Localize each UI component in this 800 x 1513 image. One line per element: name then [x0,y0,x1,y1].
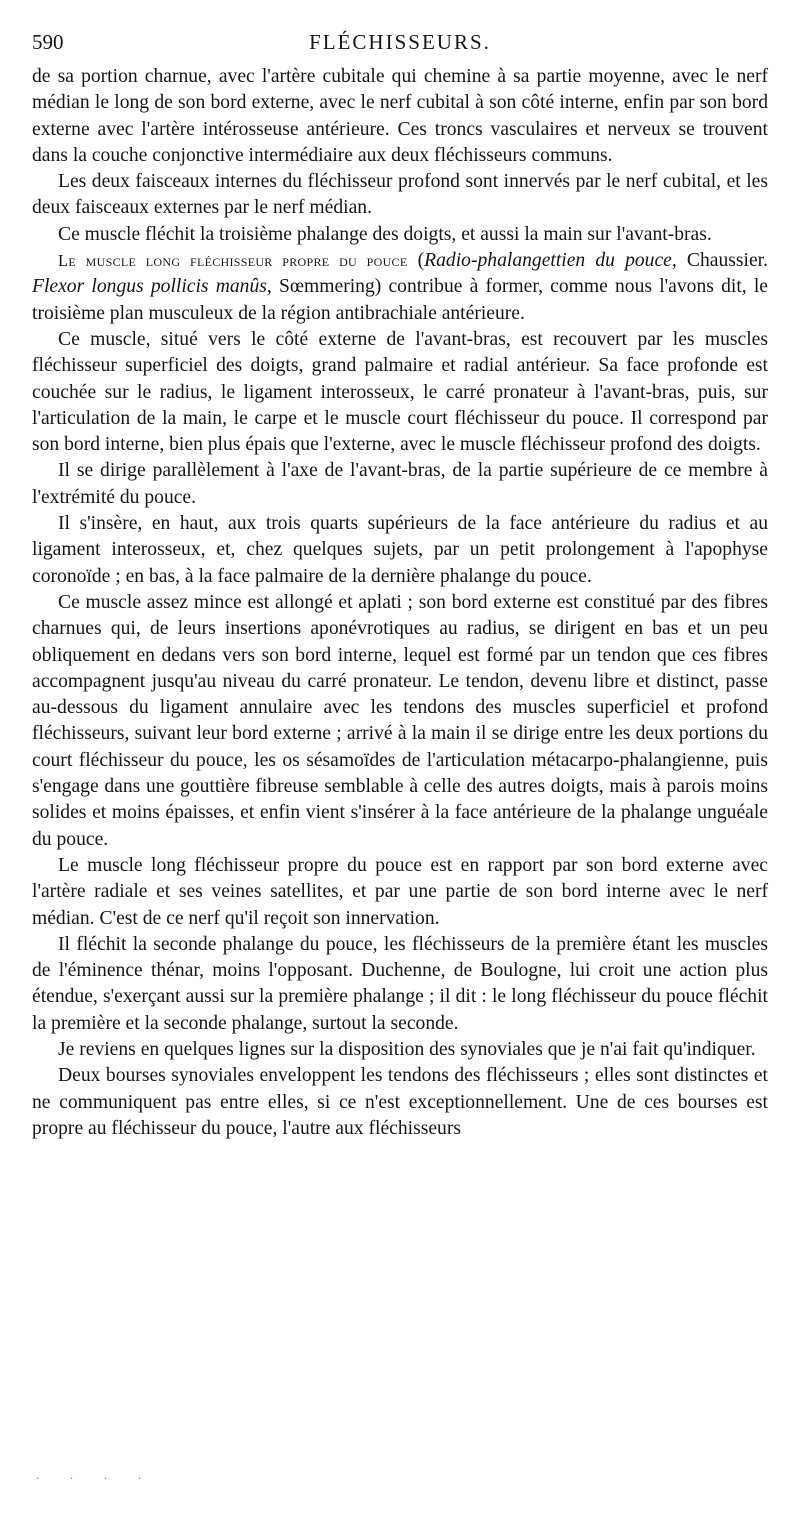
page-number: 590 [32,30,64,54]
paragraph-3: Ce muscle fléchit la troisième phalange des doigts, et aussi la main sur l'avant-bras. [58,223,712,245]
synonym-italic-2: Flexor longus pollicis manûs, [32,276,272,298]
paragraph-12: Deux bourses synoviales enveloppent les tendons des fléchisseurs ; elles sont distinctes et ne communiquent pas entre elles, si ce n'est exceptionnellement. Une de ces bourses est propre au fléchisseur du pouce, l'autre aux fléchisseurs [32,1065,768,1139]
paragraph-1: de sa portion charnue, avec l'artère cubitale qui chemine à sa partie moyenne, avec le nerf médian le long de son bord externe, avec le nerf cubital à son côté interne, enfin par son bord externe avec l'artère intérosseuse antérieure. Ces troncs vasculaires et nerveux se trouvent dans la couche conjonctive intermédiaire aux deux fléchisseurs communs. [32,66,768,166]
synonym-author: Chaussier. [686,250,768,272]
page-header [32,30,768,62]
paragraph-8: Ce muscle assez mince est allongé et aplati ; son bord externe est constitué par des fibres charnues qui, de leurs insertions aponévrotiques au radius, se dirigent en bas et un peu obliquement en dedans vers son bord interne, lequel est formé par un tendon que ces fibres accompagnent jusqu'au niveau du carré pronateur. Le tendon, devenu libre et distinct, passe au-dessous du ligament annulaire avec les tendons des muscles superficiel et profond fléchisseurs, suivant leur bord externe ; arrivé à la main il se dirige entre les deux portions du court fléchisseur du pouce, les os sésamoïdes de l'articulation métacarpo-phalangienne, puis s'engage dans une gouttière fibreuse semblable à celle des autres doigts, mais à parois moins solides et moins épaisses, et enfin vient s'insérer à la face antérieure de la phalange unguéale du pouce. [32,591,768,850]
paragraph-5: Ce muscle, situé vers le côté externe de l'avant-bras, est recouvert par les muscles fléchisseur superficiel des doigts, grand palmaire et radial antérieur. Sa face profonde est couchée sur le radius, le ligament interosseux, le carré pronateur à l'avant-bras, puis, sur l'articulation de la main, le carpe et le muscle court fléchisseur du pouce. Il correspond par son bord interne, bien plus épais que l'externe, avec le muscle fléchisseur profond des doigts. [32,328,768,456]
synonym-italic-1: Radio-phalangettien du pouce, [424,250,677,272]
paragraph-4: Le muscle long fléchisseur propre du pouce (Radio-phalangettien du pouce, Chaussier. Flexor longus pollicis manûs, Sœmmering) contribue à former, comme nous l'avons dit, le troisième plan musculeux de la région antibrachiale antérieure. [32,250,768,324]
paragraph-11: Je reviens en quelques lignes sur la disposition des synoviales que je n'ai fait qu'indiquer. [58,1038,756,1060]
paragraph-9: Le muscle long fléchisseur propre du pouce est en rapport par son bord externe avec l'artère radiale et ses veines satellites, et par une partie de son bord interne avec le nerf médian. C'est de ce nerf qu'il reçoit son innervation. [32,854,768,929]
paragraph-2: Les deux faisceaux internes du fléchisseur profond sont innervés par le nerf cubital, et les deux faisceaux externes par le nerf médian. [32,171,768,219]
paragraph-6: Il se dirige parallèlement à l'axe de l'avant-bras, de la partie supérieure de ce membre à l'extrémité du pouce. [32,460,768,508]
muscle-heading: Le muscle long fléchisseur propre du pouce [58,251,408,271]
paragraph-7: Il s'insère, en haut, aux trois quarts supérieurs de la face antérieure du radius et au ligament interosseux, et, chez quelques sujets, par un petit prolongement à l'apophyse coronoïde ; en bas, à la face palmaire de la dernière phalange du pouce. [32,513,768,587]
paragraph-10: Il fléchit la seconde phalange du pouce, les fléchisseurs de la première étant les muscles de l'éminence thénar, moins l'opposant. Duchenne, de Boulogne, lui croit une action plus étendue, s'exerçant aussi sur la première phalange ; il dit : le long fléchisseur du pouce fléchit la première et la seconde phalange, surtout la seconde. [32,933,768,1034]
footer-marks: . . . . [36,1468,155,1482]
paragraph-4-rest: Sœmmering) contribue à former, comme nous l'avons dit, le troisième plan musculeux de la région antibrachiale antérieure. [32,276,768,324]
running-title: FLÉCHISSEURS. [309,30,491,54]
page-body [32,64,768,1142]
